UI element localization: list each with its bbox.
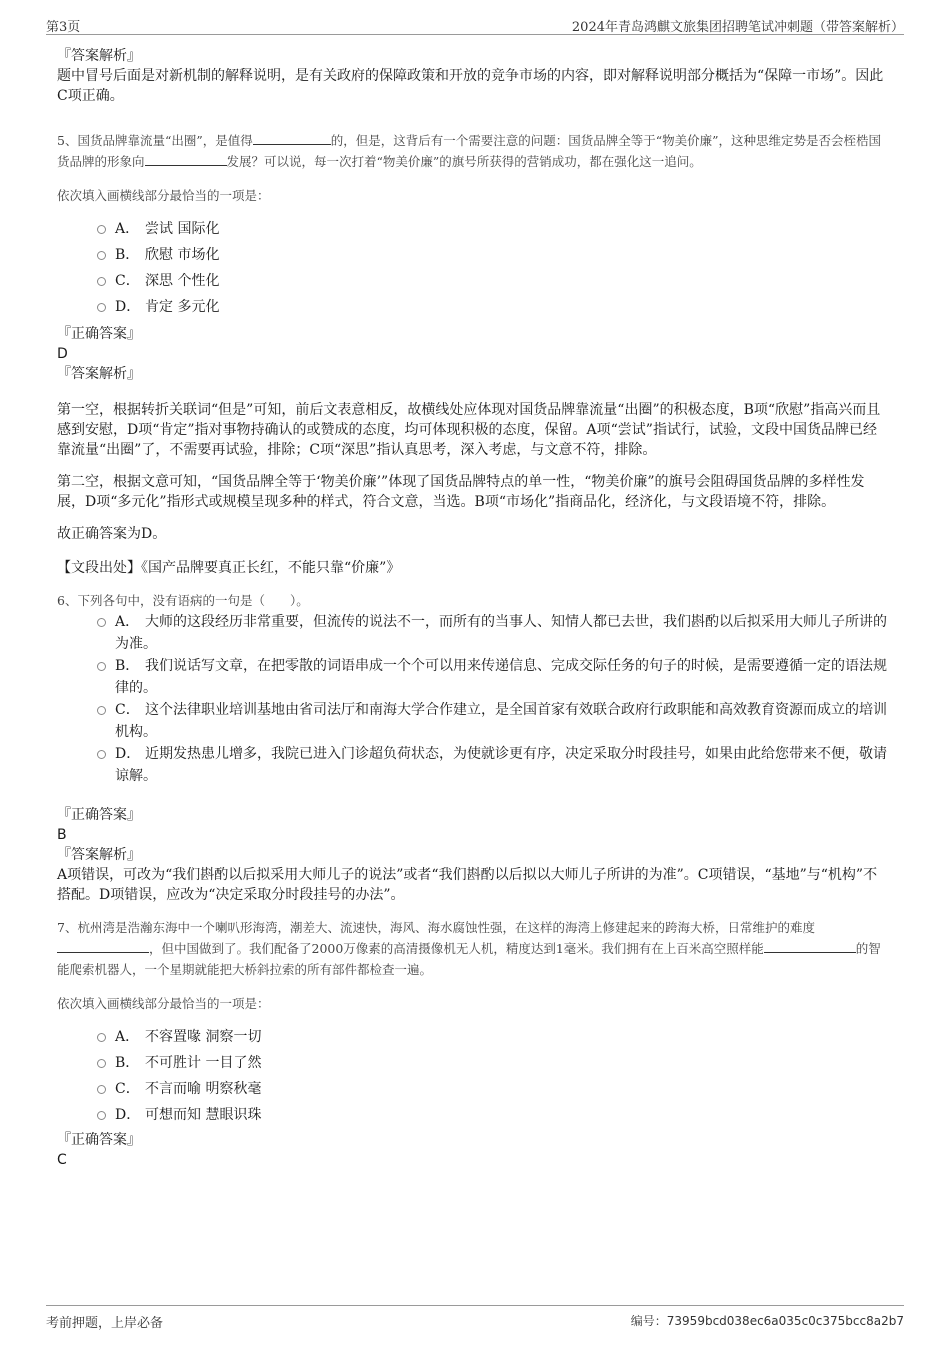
radio-icon[interactable]: [97, 1033, 106, 1042]
q4-analysis-text: 题中冒号后面是对新机制的解释说明，是有关政府的保障政策和开放的竞争市场的内容，即对解释说明部分概括为“保障一市场”。因此C项正确。: [57, 68, 884, 104]
q5-source-label: 【文段出处】: [57, 560, 141, 576]
q7-correct-label: 『正确答案』: [57, 1132, 141, 1148]
q6-options: [97, 611, 890, 787]
document-id: 编号：73959bcd038ec6a035c0c375bcc8a2b7: [630, 1314, 904, 1328]
q5-analysis-1: 第一空，根据转折关联词“但是”可知，前后文表意相反，故横线处应体现对国货品牌靠流量“出圈”的积极态度，B项“欣慰”指高兴而且感到安慰，D项“肯定”指对事物持确认的或赞成的态度，均可体现积极的态度，保留。A项“尝试”指试行，试验，文段中国货品牌已经靠流量“出圈”了，不需要再试验，排除；C项“深思”指认真思考，深入考虑，与文意不符，排除。: [57, 402, 881, 458]
q5-text-b: 的，但是，这背后有一个需要注意的问题：国货品牌全等于“物美价廉”，这种思维定势是否会桎梏国货品牌的形象向: [57, 133, 882, 169]
q7-option-b[interactable]: B． 不可胜计 一目了然: [97, 1052, 890, 1074]
q7-blank-1: [57, 951, 149, 953]
q5-text-c: 发展？可以说，每一次打着“物美价廉”的旗号所获得的营销成功，都在强化这一追问。: [226, 154, 702, 169]
q5-option-b[interactable]: B． 欣慰 市场化: [97, 244, 890, 266]
q7-options: [97, 1026, 890, 1126]
q5-fill-prompt: 依次填入画横线部分最恰当的一项是：: [57, 188, 270, 203]
radio-icon[interactable]: [97, 706, 106, 715]
radio-icon[interactable]: [97, 303, 106, 312]
q5-text-a: 5、国货品牌靠流量“出圈”，是值得: [57, 133, 253, 148]
q7-text-a: 7、杭州湾是浩瀚东海中一个喇叭形海湾，潮差大、流速快，海风、海水腐蚀性强，在这样的海湾上修建起来的跨海大桥，日常维护的难度: [57, 920, 815, 935]
q5-source: [57, 558, 890, 578]
page-footer: [46, 1305, 904, 1331]
q7-fill-prompt: 依次填入画横线部分最恰当的一项是：: [57, 996, 270, 1011]
q4-analysis-label: 『答案解析』: [57, 48, 141, 64]
radio-icon[interactable]: [97, 750, 106, 759]
page-number: 第3页: [46, 20, 81, 35]
radio-icon[interactable]: [97, 1111, 106, 1120]
q5-blank-2: [145, 164, 227, 166]
q7-option-c[interactable]: C． 不言而喻 明察秋毫: [97, 1078, 890, 1100]
q7-text-b: ，但中国做到了。我们配备了2000万像素的高清摄像机无人机，精度达到1毫米。我们拥有在上百米高空照样能: [149, 941, 764, 956]
q5-analysis-label: 『答案解析』: [57, 366, 141, 382]
q5-blank-1: [253, 143, 331, 145]
radio-icon[interactable]: [97, 618, 106, 627]
q5-answer: D: [57, 346, 68, 362]
q5-option-d[interactable]: D． 肯定 多元化: [97, 296, 890, 318]
document-title: 2024年青岛鸿麒文旅集团招聘笔试冲刺题（带答案解析）: [571, 20, 904, 35]
q5-options: [97, 218, 890, 318]
q5-source-text: 《国产品牌要真正长红，不能只靠“价廉”》: [141, 560, 401, 576]
q5-analysis-2: 第二空，根据文意可知，“国货品牌全等于‘物美价廉’”体现了国货品牌特点的单一性，“物美价廉”的旗号会阻碍国货品牌的多样性发展，D项“多元化”指形式或规模呈现多种的样式，符合文意，当选。B项“市场化”指商品化，经济化，与文段语境不符，排除。: [57, 474, 865, 510]
radio-icon[interactable]: [97, 225, 106, 234]
question-5: [57, 130, 890, 172]
main-content: [57, 46, 890, 1170]
q6-analysis-label: 『答案解析』: [57, 847, 141, 863]
radio-icon[interactable]: [97, 1059, 106, 1068]
q6-option-c[interactable]: C． 这个法律职业培训基地由省司法厅和南海大学合作建立，是全国首家有效联合政府行政职能和高效教育资源而成立的培训机构。: [97, 699, 890, 743]
q7-option-a[interactable]: A． 不容置喙 洞察一切: [97, 1026, 890, 1048]
radio-icon[interactable]: [97, 662, 106, 671]
radio-icon[interactable]: [97, 277, 106, 286]
q5-analysis-3: 故正确答案为D。: [57, 526, 167, 542]
page-header: [46, 14, 904, 35]
q6-option-d[interactable]: D． 近期发热患儿增多，我院已进入门诊超负荷状态，为使就诊更有序，决定采取分时段挂号，如果由此给您带来不便，敬请谅解。: [97, 743, 890, 787]
q7-option-d[interactable]: D． 可想而知 慧眼识珠: [97, 1104, 890, 1126]
q6-answer: B: [57, 827, 67, 843]
radio-icon[interactable]: [97, 1085, 106, 1094]
q6-correct-label: 『正确答案』: [57, 807, 141, 823]
question-7: [57, 917, 890, 980]
question-6: 6、下列各句中，没有语病的一句是（ ）。: [57, 593, 309, 608]
q5-option-a[interactable]: A． 尝试 国际化: [97, 218, 890, 240]
radio-icon[interactable]: [97, 251, 106, 260]
q7-blank-2: [764, 951, 856, 953]
q7-answer: C: [57, 1152, 67, 1168]
q6-analysis-text: A项错误，可改为“我们斟酌以后拟采用大师儿子的说法”或者“我们斟酌以后拟以大师儿子所讲的为准”。C项错误，“基地”与“机构”不搭配。D项错误，应改为“决定采取分时段挂号的办法”。: [57, 867, 878, 903]
q5-correct-label: 『正确答案』: [57, 326, 141, 342]
q5-option-c[interactable]: C． 深思 个性化: [97, 270, 890, 292]
q6-option-b[interactable]: B． 我们说话写文章，在把零散的词语串成一个个可以用来传递信息、完成交际任务的句子的时候，是需要遵循一定的语法规律的。: [97, 655, 890, 699]
q7-text-c: 的智能爬索机器人，一个星期就能把大桥斜拉索的所有部件都检查一遍。: [57, 941, 881, 977]
footer-slogan: 考前押题，上岸必备: [46, 1316, 164, 1331]
q6-option-a[interactable]: A． 大师的这段经历非常重要，但流传的说法不一，而所有的当事人、知情人都已去世，我们斟酌以后拟采用大师儿子所讲的为准。: [97, 611, 890, 655]
